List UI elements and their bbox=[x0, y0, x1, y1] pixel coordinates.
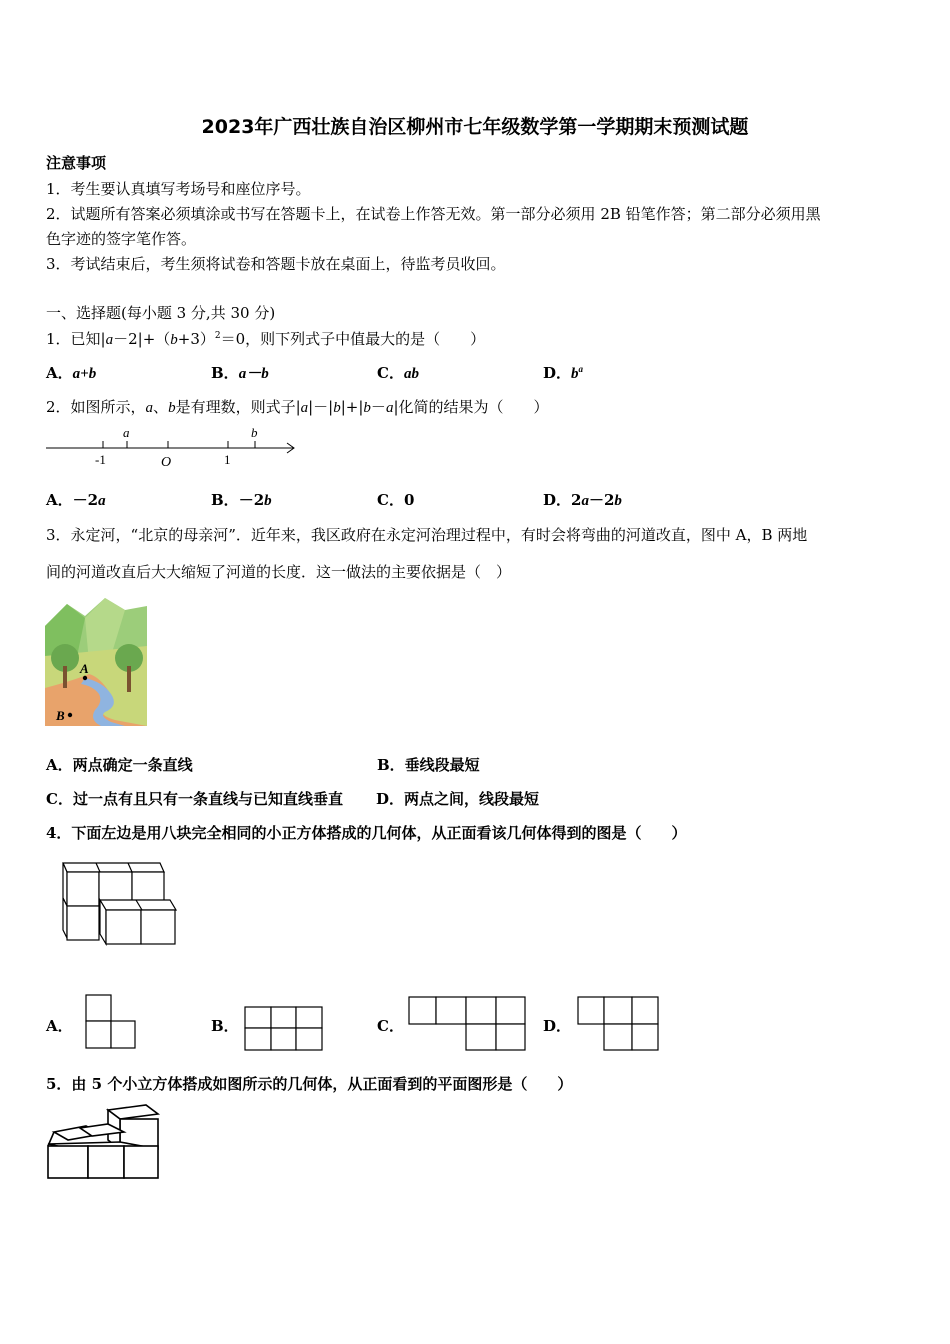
question-2-option-c[interactable]: C．0 bbox=[377, 491, 415, 509]
notice-item-3: 3．考试结束后，考生须将试卷和答题卡放在桌面上，待监考员收回。 bbox=[46, 255, 506, 273]
question-4-option-c-figure[interactable] bbox=[408, 996, 528, 1052]
point-a bbox=[83, 676, 87, 680]
point-b-label: B bbox=[56, 708, 65, 723]
question-3-option-b[interactable]: B．垂线段最短 bbox=[377, 756, 480, 774]
question-4-option-d-figure[interactable] bbox=[577, 996, 661, 1052]
question-4-option-b-label[interactable]: B． bbox=[211, 1017, 239, 1035]
q5-solid-figure bbox=[46, 1102, 162, 1182]
q4-solid-figure bbox=[60, 858, 180, 948]
label-origin: O bbox=[161, 455, 172, 470]
question-3-option-c[interactable]: C．过一点有且只有一条直线与已知直线垂直 bbox=[46, 790, 343, 808]
question-2-option-b[interactable]: B．－2b bbox=[211, 491, 272, 509]
question-1-option-b[interactable]: B．a－b bbox=[211, 364, 269, 382]
notice-item-1: 1．考生要认真填写考场号和座位序号。 bbox=[46, 180, 311, 198]
question-2-text: 2．如图所示，a、b是有理数，则式子|a|－|b|+|b－a|化简的结果为（ ） bbox=[46, 398, 549, 416]
notice-item-2-line-1: 2．试题所有答案必须填涂或书写在答题卡上，在试卷上作答无效。第一部分必须用 2B 铅笔作答；第二部分必须用黑 bbox=[46, 205, 821, 223]
question-3-option-d[interactable]: D．两点之间，线段最短 bbox=[376, 790, 540, 808]
question-1-option-d[interactable]: D．$b^a$ bbox=[543, 364, 584, 382]
question-3-text-line-2: 间的河道改直后大大缩短了河道的长度．这一做法的主要依据是（ ） bbox=[46, 563, 512, 581]
question-4-option-d-label[interactable]: D． bbox=[543, 1017, 572, 1035]
question-4-option-c-label[interactable]: C． bbox=[377, 1017, 404, 1035]
label-1: 1 bbox=[224, 452, 231, 467]
notice-item-2-line-2: 色字迹的签字笔作答。 bbox=[46, 230, 197, 248]
river-illustration bbox=[45, 596, 147, 726]
question-3-option-a[interactable]: A．两点确定一条直线 bbox=[46, 756, 193, 774]
question-3-text-line-1: 3．永定河，“北京的母亲河”．近年来，我区政府在永定河治理过程中，有时会将弯曲的河道改直，图中 A，B 两地 bbox=[46, 526, 808, 544]
number-line-figure bbox=[44, 424, 300, 474]
question-1-option-c[interactable]: C．ab bbox=[377, 364, 419, 382]
point-b bbox=[68, 713, 72, 717]
label-minus-1: -1 bbox=[95, 452, 106, 467]
question-2-option-a[interactable]: A．－2a bbox=[46, 491, 106, 509]
notice-heading: 注意事项 bbox=[46, 154, 107, 172]
question-4-text: 4．下面左边是用八块完全相同的小正方体搭成的几何体，从正面看该几何体得到的图是（ ） bbox=[46, 824, 687, 842]
label-a: a bbox=[123, 425, 130, 440]
label-b: b bbox=[251, 425, 258, 440]
question-2-option-d[interactable]: D．2a－2b bbox=[543, 491, 622, 509]
point-a-label: A bbox=[80, 661, 89, 676]
question-4-option-a-figure[interactable] bbox=[85, 994, 137, 1050]
question-1-option-a[interactable]: A．a+b bbox=[46, 364, 97, 382]
section-heading-choice: 一、选择题(每小题 3 分,共 30 分) bbox=[46, 304, 276, 322]
question-4-option-a-label[interactable]: A． bbox=[46, 1017, 73, 1035]
question-4-option-b-figure[interactable] bbox=[244, 1006, 324, 1052]
page-title: 2023年广西壮族自治区柳州市七年级数学第一学期期末预测试题 bbox=[201, 116, 749, 138]
question-1-text: 1．已知$|a-2|+(b+3)^2=0$，则下列式子中值最大的是（ ） bbox=[46, 330, 486, 348]
question-5-text: 5．由 5 个小立方体搭成如图所示的几何体，从正面看到的平面图形是（ ） bbox=[46, 1075, 573, 1093]
